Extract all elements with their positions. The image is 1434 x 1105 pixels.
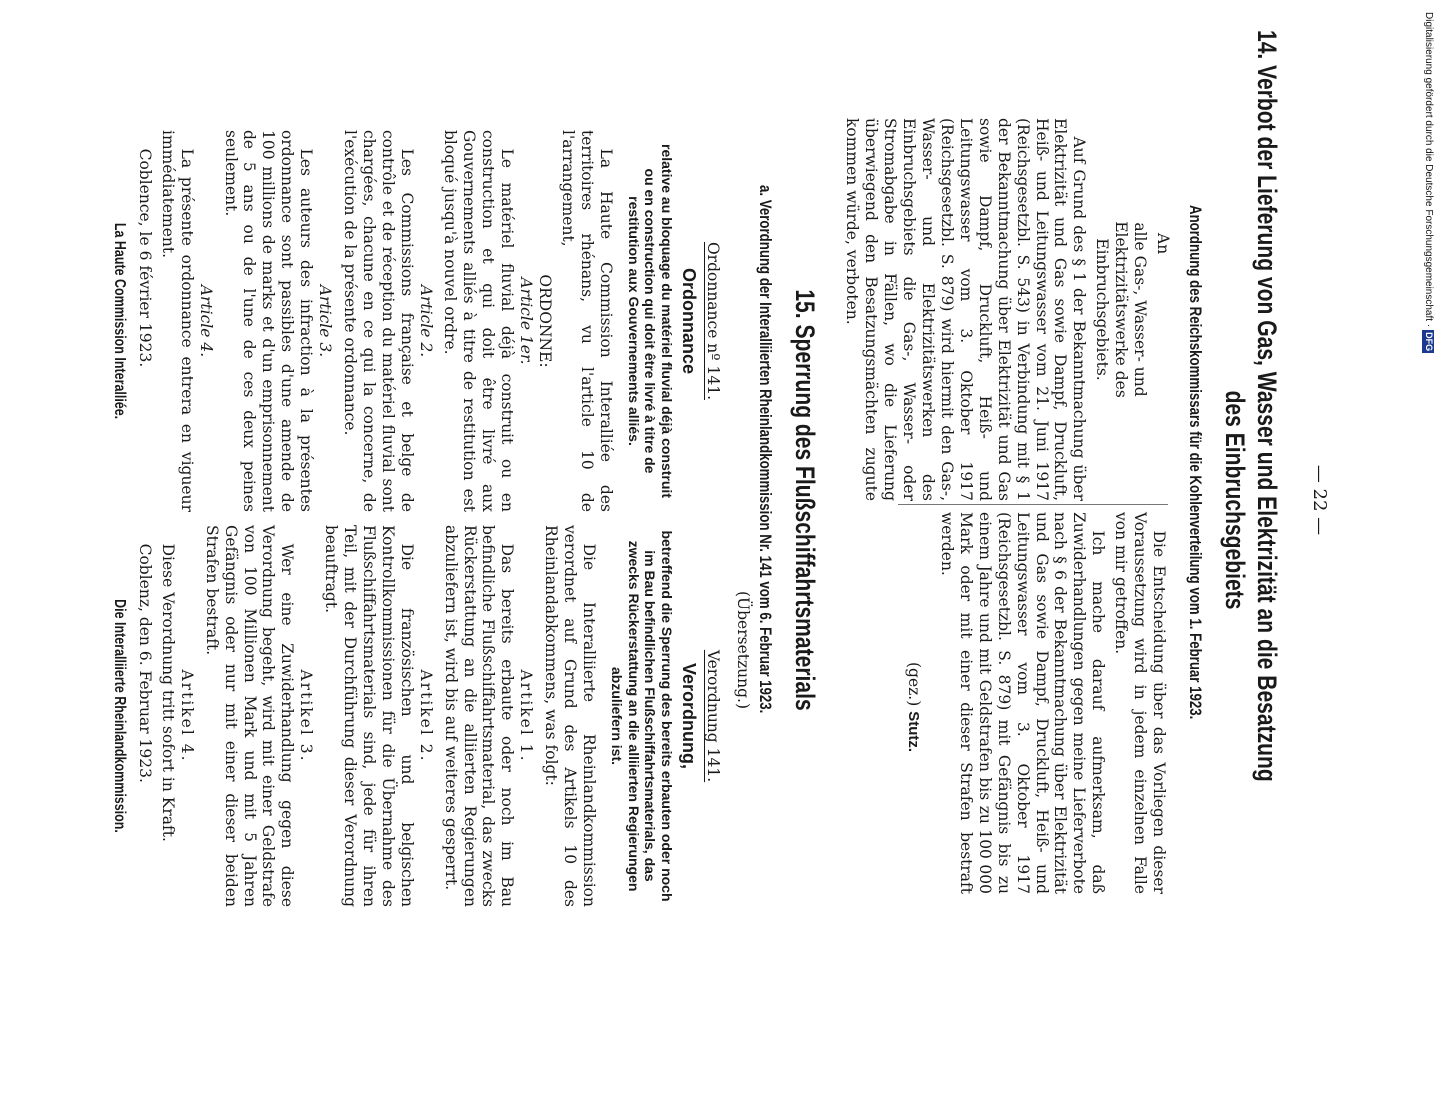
verordnung-signature: Die Interalliierte Rheinlandkommission.: [111, 599, 129, 833]
dfg-logo: DFG: [1424, 332, 1434, 352]
article-4-title: Article 4.: [196, 284, 215, 358]
ordonne: ORDONNE:: [536, 274, 555, 368]
addressee-an: An: [1154, 233, 1172, 255]
section-14-warning-paragraph: Ich mache darauf aufmerksam, daß Zuwiderhandlungen gegen meine Lieferverbote nach § 6 der Bekanntmachung über Elektrizität und Gas sowie Dampf, Druckluft, Heiß- und Leitungswasser vom 3. Oktober 1917 (Reichsgesetzbl. S. 879) mit Gefängnis bis zu einem Jahre und mit Geldstrafen bis zu 100 000 Mark oder mit einer dieser Strafen bestraft werden.: [938, 512, 1108, 894]
german-column: [110, 525, 722, 907]
credit-text: Digitalisierung gefördert durch die Deutsche Forschungsgemeinschaft ·: [1423, 12, 1434, 328]
verordnung-heading: Verordnung,: [679, 662, 700, 769]
artikel-3-text: Wer eine Zuwiderhandlung gegen diese Verordnung begeht, wird mit einer Geldstrafe von 100 Millionen Mark und mit 5 Jahren Gefängnis oder nur mit einer dieser beiden Strafen bestraft.: [202, 525, 297, 907]
section-14-title: [1252, 30, 1282, 1030]
verordnung-subheading: betreffend die Sperrung des bereits erbauten oder noch im Bau befindlichen Flußschiffahrtsmaterials, das zwecks Rückerstattung an die alliierten Regierungen abzuliefern ist.: [608, 530, 676, 902]
ordonnance-date: Coblence, le 6 février 1923.: [135, 148, 154, 368]
verordnung-date: Coblenz, den 6. Februar 1923.: [136, 543, 155, 783]
section-14-right-column: [904, 512, 1168, 894]
artikel-3-title: Artikel 3.: [297, 669, 316, 763]
artikel-2-text: Die französischen und belgischen Kontrollkommissionen für die Übernahme des Flußschiffahrtsmaterials sind, jede für ihren Teil, mit der Durchführung dieser Verordnung beauftragt.: [322, 525, 416, 907]
artikel-1-title: Artikel 1.: [517, 669, 536, 763]
page-number: — 22 —: [1309, 464, 1330, 536]
section-14-title-line2: des Einbruchsgebiets: [1220, 390, 1250, 610]
artikel-2-title: Artikel 2.: [416, 669, 435, 763]
section-14-subtitle: Anordnung des Reichskommissars für die Kohlenverteilung vom 1. Februar 1923.: [1186, 205, 1205, 720]
ordonnance-heading: Ordonnance: [679, 267, 700, 374]
signature-prefix: (gez.): [905, 662, 924, 707]
article-3-text: Les auteurs des infraction à la présentes ordonnance sont passibles d'une amende de 100 millions de marks et d'un emprisonnement de 5 ans ou de l'une de ces deux peines seulement.: [221, 130, 316, 512]
ordonnance-intro: La Haute Commission Interalliée des territoires rhénans, vu l'article 10 de l'arrangement,: [558, 130, 615, 512]
section-14-title-line1: 14. Verbot der Lieferung von Gas, Wasser und Elektrizität an die Besatzung: [1252, 30, 1282, 782]
artikel-1-text: Das bereits erbaute oder noch im Bau befindliche Flußschiffahrtsmaterial, das zwecks Rückerstattung an die alliierten Regierungen abzuliefern ist, wird bis auf weiteres gesperrt.: [441, 525, 517, 907]
translation-note: (Übersetzung.): [734, 591, 752, 709]
verordnung-number: Verordnung 141.: [704, 649, 722, 783]
verordnung-intro: Die Interalliierte Rheinlandkommission verordnet auf Grund des Artikels 10 des Rheinlandabkommens, was folgt:: [542, 525, 598, 907]
article-3-title: Article 3.: [316, 284, 335, 358]
column-divider: [898, 504, 1168, 505]
ordonnance-number: Ordonnance nº 141.: [704, 241, 722, 401]
ordonnance-signature: La Haute Commission Interalliée.: [111, 222, 128, 420]
section-14-order-paragraph: Auf Grund des § 1 der Bekanntmachung über Elektrizität und Gas sowie Dampf, Druckluft, Heiß- und Leitungswasser vom 21. Juni 1917 (Reichsgesetzbl. S. 543) in Verbindung mit § 1 der Bekanntmachung über Elektrizität und Gas sowie Dampf, Druckluft, Heiß- und Leitungswasser vom 3. Oktober 1917 (Reichsgesetzbl. S. 879) wird hiermit den Gas-, Wasser- und Elektrizitätswerken des Einbruchsgebiets die Gas-, Wasser- oder Stromabgabe in Fällen, wo die Lieferung überwiegend den Besatzungsmächten zugute kommen würde, verboten.: [843, 118, 1089, 501]
section-14-left-column: [839, 118, 1172, 501]
french-column: [109, 130, 722, 512]
ordonnance-subheading: relative au bloquage du matériel fluvial déjà construit ou en construction qui doit être livré à titre de restitution aux Gouvernements alliés.: [625, 144, 676, 498]
section-14-decision-paragraph: Die Entscheidung über das Vorliegen dieser Voraussetzung wird in jedem einzelnen Falle von mir getroffen.: [1112, 512, 1168, 894]
artikel-4-title: Artikel 4.: [177, 669, 196, 763]
article-4-text: La présente ordonnance entrera en vigueur immédiatement.: [158, 130, 196, 512]
section-14-signature: [904, 512, 923, 894]
article-1-title: Article 1er.: [517, 277, 536, 365]
section-15-subtitle: a. Verordnung der Interalliierten Rheinlandkommission Nr. 141 vom 6. Februar 1923.: [756, 185, 775, 714]
article-1-text: Le matériel fluvial déjà construit ou en construction et qui doit être livré aux Gouvernements alliés à titre de restitution est bloqué jusqu'à nouvel ordre.: [441, 130, 517, 512]
article-2-text: Les Commissions française et belge de contrôle et de réception du matériel fluvial sont chargées, chacune en ce qui la concerne, de l'exécution de la présente ordonnance.: [340, 130, 416, 512]
section-15-title: 15. Sperrung des Flußschiffahrtsmaterials: [790, 289, 820, 711]
addressee: alle Gas-, Wasser- und Elektrizitätswerke des Einbruchsgebiets.: [1093, 221, 1150, 398]
signature-name: Stutz.: [905, 711, 923, 753]
digitization-credit: [1422, 12, 1434, 392]
article-2-title: Article 2.: [416, 284, 435, 358]
artikel-4-text: Diese Verordnung tritt sofort in Kraft.: [158, 543, 177, 842]
